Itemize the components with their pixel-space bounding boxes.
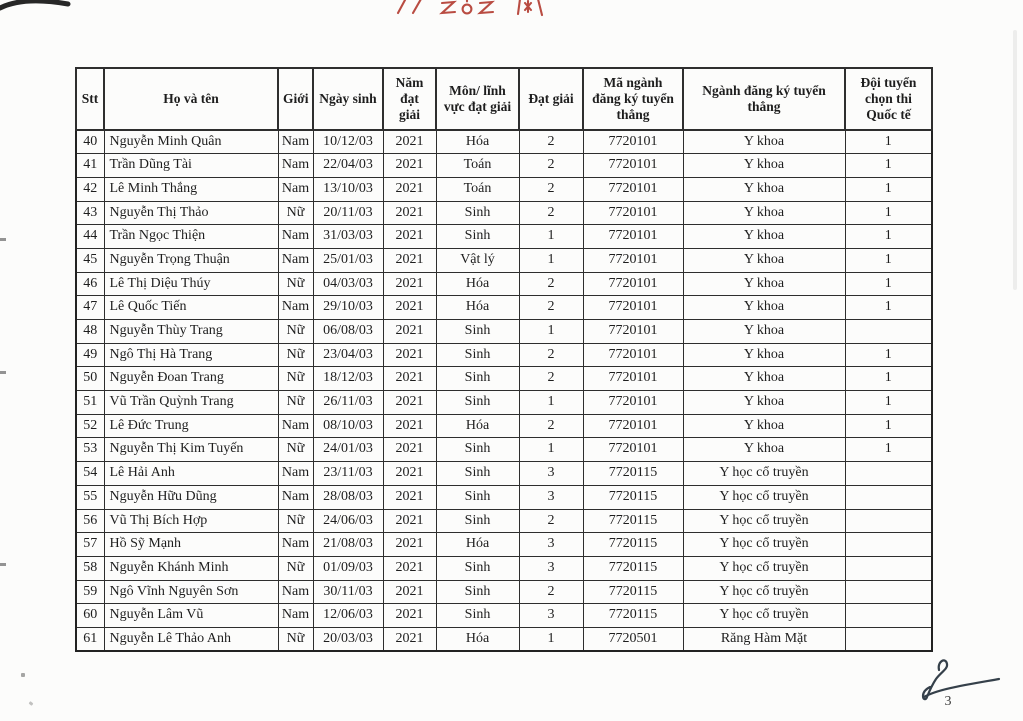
cell-intl_team: 1 <box>845 225 932 249</box>
cell-name: Lê Quốc Tiến <box>104 296 278 320</box>
cell-major_code: 7720101 <box>583 154 683 178</box>
cell-name: Hồ Sỹ Mạnh <box>104 533 278 557</box>
cell-name: Nguyễn Thùy Trang <box>104 320 278 344</box>
cell-year: 2021 <box>383 533 436 557</box>
cell-major_code: 7720101 <box>583 177 683 201</box>
cell-intl_team <box>845 556 932 580</box>
cell-major: Y khoa <box>683 320 845 344</box>
cell-major_code: 7720115 <box>583 604 683 628</box>
cell-gender: Nam <box>278 154 313 178</box>
cell-year: 2021 <box>383 272 436 296</box>
cell-stt: 46 <box>76 272 104 296</box>
table-row <box>76 414 932 438</box>
cell-year: 2021 <box>383 462 436 486</box>
cell-subject: Sinh <box>436 225 519 249</box>
cell-prize: 2 <box>519 296 583 320</box>
cell-gender: Nam <box>278 580 313 604</box>
cell-stt: 57 <box>76 533 104 557</box>
cell-intl_team: 1 <box>845 272 932 296</box>
table-row <box>76 438 932 462</box>
cell-major: Y học cổ truyền <box>683 580 845 604</box>
cell-subject: Hóa <box>436 272 519 296</box>
cell-gender: Nam <box>278 225 313 249</box>
cell-major_code: 7720101 <box>583 130 683 154</box>
cell-name: Ngô Thị Hà Trang <box>104 343 278 367</box>
cell-major_code: 7720501 <box>583 627 683 651</box>
scan-edge-shadow <box>1013 30 1017 290</box>
cell-dob: 25/01/03 <box>313 248 383 272</box>
cell-year: 2021 <box>383 296 436 320</box>
cell-stt: 45 <box>76 248 104 272</box>
cell-prize: 2 <box>519 130 583 154</box>
column-header-dob: Ngày sinh <box>313 68 383 130</box>
cell-dob: 24/06/03 <box>313 509 383 533</box>
table-row <box>76 154 932 178</box>
table-row <box>76 130 932 154</box>
cell-year: 2021 <box>383 627 436 651</box>
cell-stt: 60 <box>76 604 104 628</box>
cell-subject: Sinh <box>436 485 519 509</box>
cell-name: Nguyễn Lê Thảo Anh <box>104 627 278 651</box>
cell-stt: 53 <box>76 438 104 462</box>
cell-stt: 51 <box>76 391 104 415</box>
cell-intl_team: 1 <box>845 177 932 201</box>
cell-intl_team: 1 <box>845 391 932 415</box>
cell-year: 2021 <box>383 367 436 391</box>
cell-stt: 43 <box>76 201 104 225</box>
cell-major: Y học cổ truyền <box>683 604 845 628</box>
cell-gender: Nam <box>278 485 313 509</box>
table-row <box>76 580 932 604</box>
cell-subject: Sinh <box>436 201 519 225</box>
cell-stt: 55 <box>76 485 104 509</box>
cell-subject: Sinh <box>436 580 519 604</box>
cell-intl_team <box>845 604 932 628</box>
cell-dob: 21/08/03 <box>313 533 383 557</box>
cell-prize: 2 <box>519 201 583 225</box>
cell-prize: 1 <box>519 391 583 415</box>
cell-prize: 3 <box>519 604 583 628</box>
table-row <box>76 391 932 415</box>
cell-year: 2021 <box>383 485 436 509</box>
cell-major_code: 7720101 <box>583 391 683 415</box>
column-header-intl_team: Đội tuyển chọn thi Quốc tế <box>845 68 932 130</box>
cell-year: 2021 <box>383 201 436 225</box>
cell-stt: 61 <box>76 627 104 651</box>
cell-prize: 2 <box>519 154 583 178</box>
scan-edge-tick <box>0 563 6 566</box>
cell-dob: 04/03/03 <box>313 272 383 296</box>
cell-prize: 3 <box>519 556 583 580</box>
cell-dob: 26/11/03 <box>313 391 383 415</box>
cell-major_code: 7720101 <box>583 343 683 367</box>
cell-major_code: 7720101 <box>583 296 683 320</box>
cell-gender: Nữ <box>278 343 313 367</box>
student-table <box>75 67 933 652</box>
cell-intl_team <box>845 533 932 557</box>
cell-major_code: 7720101 <box>583 320 683 344</box>
cell-intl_team <box>845 462 932 486</box>
cell-gender: Nam <box>278 462 313 486</box>
cell-intl_team: 1 <box>845 201 932 225</box>
cell-prize: 2 <box>519 343 583 367</box>
cell-year: 2021 <box>383 154 436 178</box>
cell-major_code: 7720101 <box>583 367 683 391</box>
cell-intl_team <box>845 627 932 651</box>
cell-name: Vũ Thị Bích Hợp <box>104 509 278 533</box>
cell-gender: Nữ <box>278 320 313 344</box>
cell-intl_team: 1 <box>845 296 932 320</box>
cell-gender: Nam <box>278 604 313 628</box>
cell-intl_team: 1 <box>845 130 932 154</box>
cell-prize: 1 <box>519 438 583 462</box>
cell-gender: Nam <box>278 248 313 272</box>
cell-gender: Nữ <box>278 556 313 580</box>
cell-major_code: 7720101 <box>583 438 683 462</box>
cell-stt: 50 <box>76 367 104 391</box>
cell-subject: Toán <box>436 177 519 201</box>
cell-stt: 40 <box>76 130 104 154</box>
cell-year: 2021 <box>383 225 436 249</box>
table-row <box>76 367 932 391</box>
cell-dob: 13/10/03 <box>313 177 383 201</box>
cell-major_code: 7720101 <box>583 272 683 296</box>
cell-year: 2021 <box>383 556 436 580</box>
table-body <box>76 130 932 651</box>
cell-dob: 24/01/03 <box>313 438 383 462</box>
column-header-gender: Giới <box>278 68 313 130</box>
column-header-major: Ngành đăng ký tuyển thẳng <box>683 68 845 130</box>
cell-name: Vũ Trần Quỳnh Trang <box>104 391 278 415</box>
cell-major_code: 7720115 <box>583 462 683 486</box>
cell-intl_team: 1 <box>845 154 932 178</box>
cell-prize: 1 <box>519 225 583 249</box>
cell-year: 2021 <box>383 580 436 604</box>
table-row <box>76 272 932 296</box>
cell-name: Ngô Vĩnh Nguyên Sơn <box>104 580 278 604</box>
cell-name: Trần Ngọc Thiện <box>104 225 278 249</box>
table-row <box>76 177 932 201</box>
cell-major_code: 7720101 <box>583 248 683 272</box>
cell-major: Y khoa <box>683 130 845 154</box>
cell-prize: 2 <box>519 414 583 438</box>
table-row <box>76 556 932 580</box>
cell-dob: 22/04/03 <box>313 154 383 178</box>
cell-subject: Sinh <box>436 367 519 391</box>
cell-major: Y khoa <box>683 367 845 391</box>
cell-gender: Nam <box>278 130 313 154</box>
cell-prize: 2 <box>519 580 583 604</box>
cell-prize: 1 <box>519 248 583 272</box>
cell-intl_team <box>845 509 932 533</box>
header-row <box>76 68 932 130</box>
cell-intl_team: 1 <box>845 438 932 462</box>
cell-name: Nguyễn Thị Thảo <box>104 201 278 225</box>
cell-major_code: 7720115 <box>583 485 683 509</box>
cell-stt: 49 <box>76 343 104 367</box>
cell-year: 2021 <box>383 130 436 154</box>
table-row <box>76 462 932 486</box>
cell-major_code: 7720115 <box>583 509 683 533</box>
cell-year: 2021 <box>383 320 436 344</box>
cell-prize: 2 <box>519 272 583 296</box>
cell-stt: 58 <box>76 556 104 580</box>
cell-stt: 42 <box>76 177 104 201</box>
cell-subject: Sinh <box>436 604 519 628</box>
cell-stt: 56 <box>76 509 104 533</box>
cell-major: Y khoa <box>683 438 845 462</box>
cell-name: Nguyễn Thị Kim Tuyến <box>104 438 278 462</box>
table-row <box>76 248 932 272</box>
cell-prize: 3 <box>519 462 583 486</box>
cell-gender: Nữ <box>278 391 313 415</box>
cell-major: Y khoa <box>683 225 845 249</box>
cell-gender: Nữ <box>278 627 313 651</box>
cell-year: 2021 <box>383 343 436 367</box>
cell-prize: 1 <box>519 320 583 344</box>
table-row <box>76 201 932 225</box>
table-row <box>76 533 932 557</box>
cell-year: 2021 <box>383 414 436 438</box>
cell-name: Lê Hải Anh <box>104 462 278 486</box>
cell-subject: Sinh <box>436 438 519 462</box>
cell-name: Nguyễn Hữu Dũng <box>104 485 278 509</box>
cell-major: Y khoa <box>683 201 845 225</box>
cell-name: Nguyễn Đoan Trang <box>104 367 278 391</box>
cell-major_code: 7720101 <box>583 225 683 249</box>
column-header-stt: Stt <box>76 68 104 130</box>
table-row <box>76 343 932 367</box>
scan-edge-tick <box>0 238 6 241</box>
cell-prize: 2 <box>519 367 583 391</box>
cell-gender: Nữ <box>278 201 313 225</box>
cell-intl_team: 1 <box>845 367 932 391</box>
table-row <box>76 296 932 320</box>
cell-subject: Toán <box>436 154 519 178</box>
column-header-subject: Môn/ lĩnh vực đạt giải <box>436 68 519 130</box>
cell-prize: 2 <box>519 177 583 201</box>
cell-subject: Hóa <box>436 414 519 438</box>
cell-major: Y khoa <box>683 272 845 296</box>
cell-major: Y khoa <box>683 296 845 320</box>
cell-major_code: 7720115 <box>583 556 683 580</box>
cell-subject: Sinh <box>436 556 519 580</box>
cell-name: Nguyễn Trọng Thuận <box>104 248 278 272</box>
cell-dob: 30/11/03 <box>313 580 383 604</box>
cell-stt: 44 <box>76 225 104 249</box>
table-row <box>76 509 932 533</box>
cell-dob: 29/10/03 <box>313 296 383 320</box>
scan-speck <box>29 701 34 706</box>
cell-dob: 23/11/03 <box>313 462 383 486</box>
red-handwriting-marks <box>392 0 552 21</box>
cell-name: Lê Đức Trung <box>104 414 278 438</box>
cell-gender: Nam <box>278 296 313 320</box>
cell-dob: 01/09/03 <box>313 556 383 580</box>
cell-gender: Nữ <box>278 509 313 533</box>
page-number: 3 <box>944 694 952 709</box>
cell-intl_team <box>845 320 932 344</box>
cell-gender: Nữ <box>278 438 313 462</box>
scan-edge-tick <box>0 371 6 374</box>
cell-gender: Nữ <box>278 272 313 296</box>
cell-year: 2021 <box>383 604 436 628</box>
cell-dob: 12/06/03 <box>313 604 383 628</box>
cell-stt: 48 <box>76 320 104 344</box>
cell-name: Nguyễn Lâm Vũ <box>104 604 278 628</box>
cell-stt: 41 <box>76 154 104 178</box>
cell-dob: 28/08/03 <box>313 485 383 509</box>
cell-major: Y học cổ truyền <box>683 485 845 509</box>
cell-gender: Nam <box>278 533 313 557</box>
cell-name: Trần Dũng Tài <box>104 154 278 178</box>
cell-dob: 20/03/03 <box>313 627 383 651</box>
cell-prize: 1 <box>519 627 583 651</box>
cell-name: Nguyễn Khánh Minh <box>104 556 278 580</box>
cell-major: Y học cổ truyền <box>683 462 845 486</box>
cell-major: Y khoa <box>683 391 845 415</box>
cell-year: 2021 <box>383 438 436 462</box>
cell-major_code: 7720115 <box>583 533 683 557</box>
cell-subject: Hóa <box>436 627 519 651</box>
cell-year: 2021 <box>383 509 436 533</box>
cell-major: Y khoa <box>683 414 845 438</box>
cell-subject: Sinh <box>436 509 519 533</box>
cell-major: Y khoa <box>683 177 845 201</box>
cell-name: Nguyễn Minh Quân <box>104 130 278 154</box>
table-row <box>76 320 932 344</box>
table-row <box>76 485 932 509</box>
cell-major: Y học cổ truyền <box>683 533 845 557</box>
cell-year: 2021 <box>383 248 436 272</box>
cell-stt: 47 <box>76 296 104 320</box>
cell-subject: Hóa <box>436 296 519 320</box>
cell-gender: Nam <box>278 177 313 201</box>
cell-major_code: 7720101 <box>583 414 683 438</box>
cell-year: 2021 <box>383 177 436 201</box>
column-header-year: Năm đạt giải <box>383 68 436 130</box>
cell-dob: 31/03/03 <box>313 225 383 249</box>
cell-subject: Vật lý <box>436 248 519 272</box>
cell-intl_team: 1 <box>845 248 932 272</box>
cell-subject: Sinh <box>436 462 519 486</box>
cell-subject: Sinh <box>436 391 519 415</box>
scan-artifact-top-left-arc <box>0 0 72 14</box>
column-header-name: Họ và tên <box>104 68 278 130</box>
cell-subject: Hóa <box>436 130 519 154</box>
cell-dob: 06/08/03 <box>313 320 383 344</box>
cell-major_code: 7720101 <box>583 201 683 225</box>
cell-dob: 20/11/03 <box>313 201 383 225</box>
cell-intl_team: 1 <box>845 414 932 438</box>
cell-intl_team: 1 <box>845 343 932 367</box>
cell-intl_team <box>845 580 932 604</box>
cell-intl_team <box>845 485 932 509</box>
cell-prize: 3 <box>519 533 583 557</box>
cell-subject: Hóa <box>436 533 519 557</box>
cell-major: Y học cổ truyền <box>683 509 845 533</box>
table-row <box>76 604 932 628</box>
cell-name: Lê Minh Thắng <box>104 177 278 201</box>
cell-dob: 18/12/03 <box>313 367 383 391</box>
cell-prize: 2 <box>519 509 583 533</box>
column-header-major_code: Mã ngành đăng ký tuyển thẳng <box>583 68 683 130</box>
cell-major: Y khoa <box>683 154 845 178</box>
cell-subject: Sinh <box>436 343 519 367</box>
cell-major: Y khoa <box>683 248 845 272</box>
table-row <box>76 225 932 249</box>
scan-speck <box>21 673 25 677</box>
cell-stt: 54 <box>76 462 104 486</box>
cell-name: Lê Thị Diệu Thúy <box>104 272 278 296</box>
cell-gender: Nam <box>278 414 313 438</box>
column-header-prize: Đạt giải <box>519 68 583 130</box>
cell-stt: 59 <box>76 580 104 604</box>
cell-dob: 10/12/03 <box>313 130 383 154</box>
cell-major: Y học cổ truyền <box>683 556 845 580</box>
cell-prize: 3 <box>519 485 583 509</box>
table-row <box>76 627 932 651</box>
cell-dob: 23/04/03 <box>313 343 383 367</box>
cell-stt: 52 <box>76 414 104 438</box>
cell-major_code: 7720115 <box>583 580 683 604</box>
cell-year: 2021 <box>383 391 436 415</box>
cell-gender: Nữ <box>278 367 313 391</box>
cell-dob: 08/10/03 <box>313 414 383 438</box>
cell-subject: Sinh <box>436 320 519 344</box>
cell-major: Y khoa <box>683 343 845 367</box>
cell-major: Răng Hàm Mặt <box>683 627 845 651</box>
